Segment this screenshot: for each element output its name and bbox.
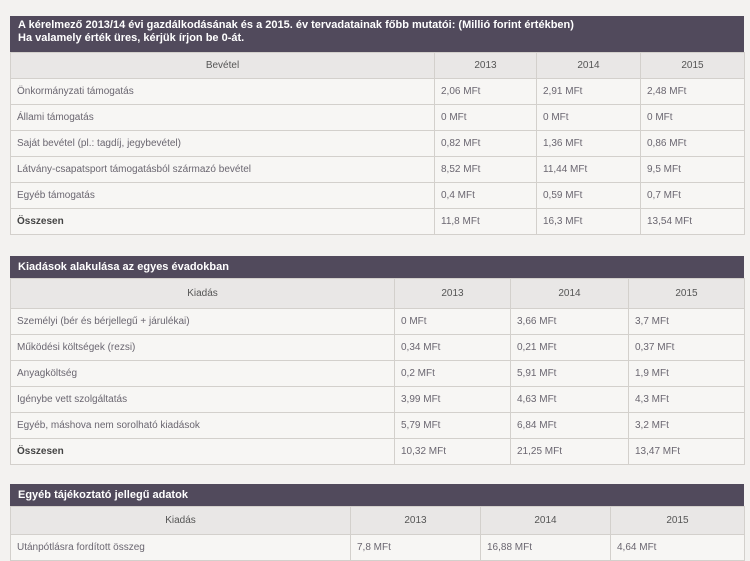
total-value: 11,8 MFt (435, 209, 537, 235)
table-row (11, 157, 745, 183)
other-info-title: Egyéb tájékoztató jellegű adatok (18, 489, 188, 501)
value-cell[interactable]: 3,99 MFt (395, 387, 511, 413)
value-cell[interactable]: 0,59 MFt (537, 183, 641, 209)
column-header: 2015 (629, 279, 745, 309)
table-row (11, 413, 745, 439)
other-info-table (10, 506, 745, 561)
value-cell[interactable]: 3,66 MFt (511, 309, 629, 335)
value-cell[interactable]: 5,91 MFt (511, 361, 629, 387)
other-info-section-header (10, 484, 744, 506)
row-label: Utánpótlásra fordított összeg (11, 535, 351, 561)
row-label: Személyi (bér és bérjellegű + járulékai) (11, 309, 395, 335)
column-header: 2015 (611, 507, 745, 535)
value-cell[interactable]: 0 MFt (641, 105, 745, 131)
total-label: Összesen (11, 209, 435, 235)
table-row (11, 387, 745, 413)
table-header-row (11, 53, 745, 79)
total-value: 16,3 MFt (537, 209, 641, 235)
value-cell[interactable]: 0 MFt (537, 105, 641, 131)
value-cell[interactable]: 1,9 MFt (629, 361, 745, 387)
total-value: 10,32 MFt (395, 439, 511, 465)
row-label: Egyéb, máshova nem sorolható kiadások (11, 413, 395, 439)
table-row (11, 131, 745, 157)
total-value: 13,47 MFt (629, 439, 745, 465)
value-cell[interactable]: 11,44 MFt (537, 157, 641, 183)
column-header: 2013 (395, 279, 511, 309)
row-label: Igénybe vett szolgáltatás (11, 387, 395, 413)
row-label: Állami támogatás (11, 105, 435, 131)
value-cell[interactable]: 7,8 MFt (351, 535, 481, 561)
value-cell[interactable]: 0 MFt (395, 309, 511, 335)
table-row (11, 309, 745, 335)
value-cell[interactable]: 0,2 MFt (395, 361, 511, 387)
column-header: 2014 (537, 53, 641, 79)
value-cell[interactable]: 4,63 MFt (511, 387, 629, 413)
column-header: 2015 (641, 53, 745, 79)
value-cell[interactable]: 0,34 MFt (395, 335, 511, 361)
value-cell[interactable]: 0 MFt (435, 105, 537, 131)
value-cell[interactable]: 1,36 MFt (537, 131, 641, 157)
total-value: 21,25 MFt (511, 439, 629, 465)
value-cell[interactable]: 16,88 MFt (481, 535, 611, 561)
other-info-section (10, 484, 744, 561)
expenses-title: Kiadások alakulása az egyes évadokban (18, 261, 229, 273)
table-row (11, 361, 745, 387)
expenses-section-header (10, 256, 744, 278)
income-table (10, 52, 745, 235)
column-header: 2014 (511, 279, 629, 309)
value-cell[interactable]: 4,3 MFt (629, 387, 745, 413)
value-cell[interactable]: 0,7 MFt (641, 183, 745, 209)
table-row (11, 105, 745, 131)
value-cell[interactable]: 4,64 MFt (611, 535, 745, 561)
total-row (11, 439, 745, 465)
value-cell[interactable]: 2,91 MFt (537, 79, 641, 105)
table-header-row (11, 279, 745, 309)
value-cell[interactable]: 0,86 MFt (641, 131, 745, 157)
income-section-header (10, 16, 744, 52)
column-header: 2014 (481, 507, 611, 535)
value-cell[interactable]: 0,37 MFt (629, 335, 745, 361)
table-row (11, 183, 745, 209)
value-cell[interactable]: 0,4 MFt (435, 183, 537, 209)
value-cell[interactable]: 0,82 MFt (435, 131, 537, 157)
row-label: Saját bevétel (pl.: tagdíj, jegybevétel) (11, 131, 435, 157)
column-header: Kiadás (11, 279, 395, 309)
row-label: Látvány-csapatsport támogatásból származó bevétel (11, 157, 435, 183)
column-header: 2013 (435, 53, 537, 79)
table-row (11, 335, 745, 361)
value-cell[interactable]: 8,52 MFt (435, 157, 537, 183)
value-cell[interactable]: 3,2 MFt (629, 413, 745, 439)
value-cell[interactable]: 6,84 MFt (511, 413, 629, 439)
value-cell[interactable]: 5,79 MFt (395, 413, 511, 439)
table-row (11, 535, 745, 561)
expenses-table (10, 278, 745, 465)
value-cell[interactable]: 3,7 MFt (629, 309, 745, 335)
value-cell[interactable]: 2,48 MFt (641, 79, 745, 105)
column-header: Kiadás (11, 507, 351, 535)
value-cell[interactable]: 2,06 MFt (435, 79, 537, 105)
value-cell[interactable]: 9,5 MFt (641, 157, 745, 183)
row-label: Önkormányzati támogatás (11, 79, 435, 105)
column-header: 2013 (351, 507, 481, 535)
value-cell[interactable]: 0,21 MFt (511, 335, 629, 361)
income-title-line2: Ha valamely érték üres, kérjük írjon be 0-át. (18, 32, 245, 44)
income-section (10, 16, 744, 235)
row-label: Működési költségek (rezsi) (11, 335, 395, 361)
table-header-row (11, 507, 745, 535)
expenses-section (10, 256, 744, 465)
total-value: 13,54 MFt (641, 209, 745, 235)
income-title-line1: A kérelmező 2013/14 évi gazdálkodásának és a 2015. év tervadatainak főbb mutatói: (Millió forint értékben) (18, 19, 574, 31)
total-row (11, 209, 745, 235)
row-label: Anyagköltség (11, 361, 395, 387)
table-row (11, 79, 745, 105)
row-label: Egyéb támogatás (11, 183, 435, 209)
total-label: Összesen (11, 439, 395, 465)
column-header: Bevétel (11, 53, 435, 79)
